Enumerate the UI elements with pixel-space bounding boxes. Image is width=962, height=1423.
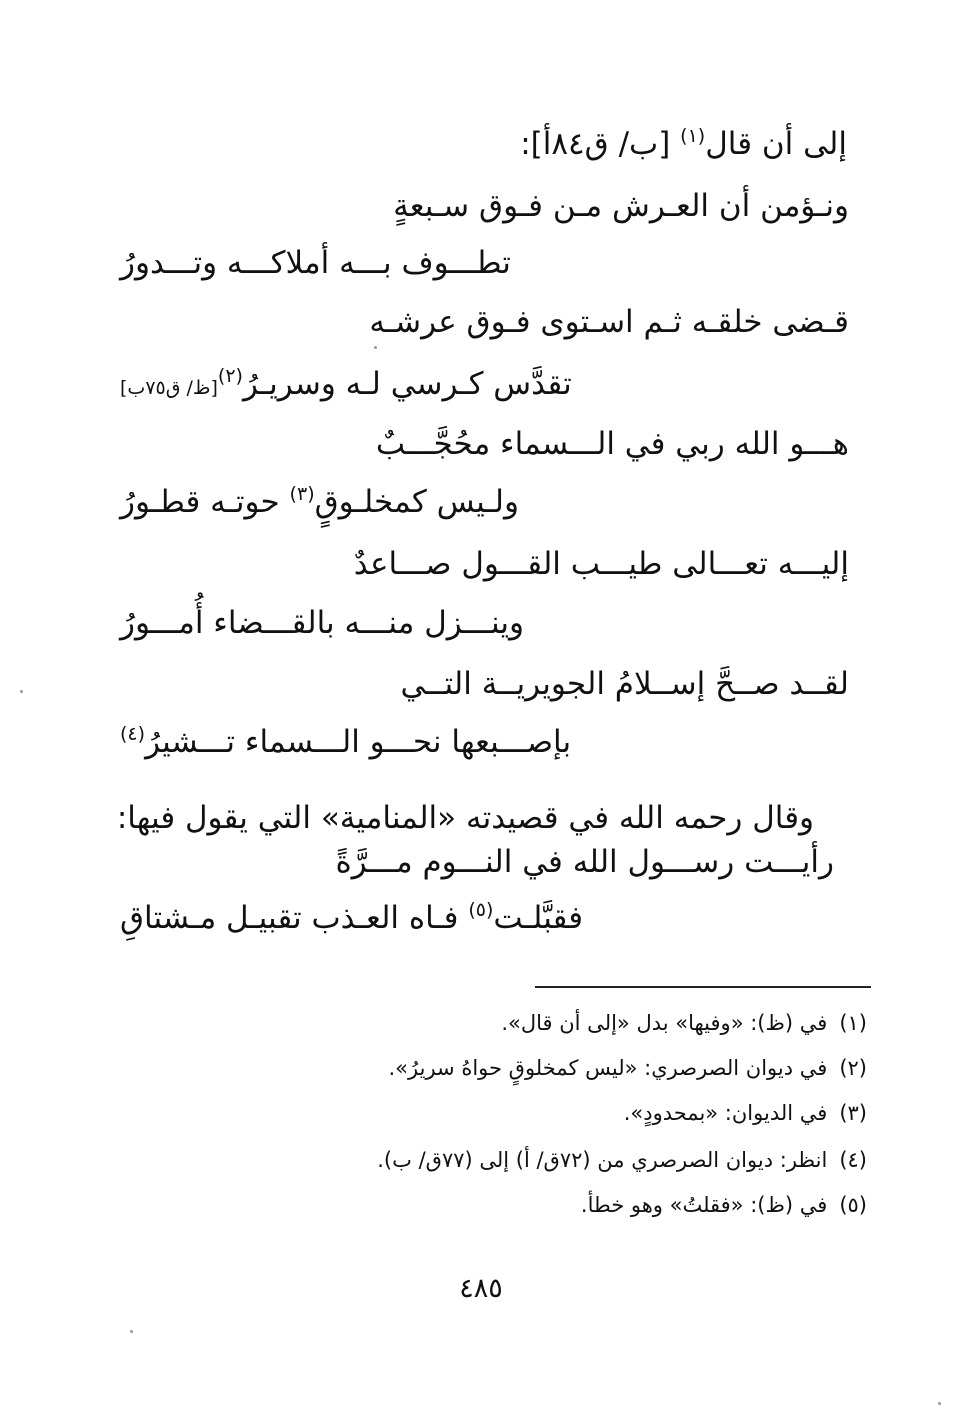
scan-speck	[374, 346, 377, 349]
verse-hemistich-with-ref	[120, 898, 583, 938]
verse-hemistich: هـــو الله ربي في الـــسماء محُجَّـــبٌ	[375, 426, 849, 462]
verse-hemistich: ونـؤمن أن العـرش مـن فـوق سـبعةٍ	[393, 188, 849, 224]
verse-hemistich: رأيـــت رســـول الله في النـــوم مـــرَّةً	[335, 844, 834, 880]
footnote-number: (٢)	[839, 1056, 867, 1080]
footnote-text: في ديوان الصرصري: «ليس كمخلوقٍ حواهُ سريرُ».	[388, 1056, 828, 1080]
scan-speck	[20, 690, 23, 693]
manuscript-ref: [ظ/ ق٧٥ب]	[120, 377, 218, 399]
verse-text: بإصـــبعها نحـــو الـــسماء تـــشيرُ	[145, 724, 572, 760]
verse-text: ولـيس كمخلـوقٍ	[314, 484, 519, 520]
transition-text: وقال رحمه الله في قصيدته «المنامية» التي يقول فيها:	[116, 800, 814, 836]
footnote	[377, 1145, 867, 1175]
footnote-ref: (٣)	[289, 483, 315, 505]
footnote-number: (٥)	[839, 1193, 867, 1217]
footnote-text: في (ظ): «وفيها» بدل «إلى أن قال».	[501, 1011, 828, 1035]
footnote	[389, 1053, 868, 1083]
verse-hemistich-with-ref	[120, 722, 571, 762]
footnote-number: (١)	[839, 1011, 867, 1035]
scan-speck	[938, 1402, 941, 1405]
scan-speck	[130, 1330, 133, 1333]
verse-text: حوتـه قطـورُ	[120, 484, 280, 520]
page-number: ٤٨٥	[459, 1273, 503, 1304]
verse-text: فقبَّلـت	[493, 900, 584, 936]
intro-line	[520, 124, 847, 164]
footnote-ref: (٤)	[120, 723, 146, 745]
footnote-text: في الديوان: «بمحدودٍ».	[623, 1101, 828, 1125]
footnote-number: (٤)	[839, 1148, 867, 1172]
footnote-text: في (ظ): «فقلتُ» وهو خطأ.	[580, 1193, 828, 1217]
footnote	[581, 1190, 867, 1220]
verse-hemistich: تطـــوف بـــه أملاكـــه وتـــدورُ	[120, 245, 511, 281]
intro-text: إلى أن قال	[705, 126, 847, 162]
verse-hemistich-with-ref	[120, 364, 572, 408]
footnote	[624, 1098, 867, 1128]
verse-hemistich: إليـــه تعـــالى طيـــب القـــول صـــاعدٌ	[353, 546, 849, 582]
footnote-text: انظر: ديوان الصرصري من (٧٢ق/ أ) إلى (٧٧ق/ ب).	[377, 1148, 828, 1172]
footnote-number: (٣)	[839, 1101, 867, 1125]
verse-text: تقدَّس كـرسي لـه وسريـرُ	[242, 366, 572, 402]
footnote-ref: (٢)	[217, 365, 243, 387]
verse-hemistich: لقــد صــحَّ إســلامُ الجويريــة التــي	[400, 666, 849, 702]
footnote-ref: (٥)	[468, 899, 494, 921]
verse-hemistich: وينـــزل منـــه بالقـــضاء أُمـــورُ	[120, 605, 525, 641]
verse-hemistich: قـضى خلقـه ثـم اسـتوى فـوق عرشـه	[369, 304, 849, 340]
verse-text: فـاه العـذب تقبيـل مـشتاقِ	[120, 900, 459, 936]
footnote-separator	[535, 986, 871, 988]
verse-hemistich-with-ref	[120, 482, 519, 522]
footnote-ref: (١)	[680, 125, 706, 147]
manuscript-ref: [ب/ ق٨٤أ]:	[520, 126, 671, 162]
footnote	[501, 1008, 867, 1038]
